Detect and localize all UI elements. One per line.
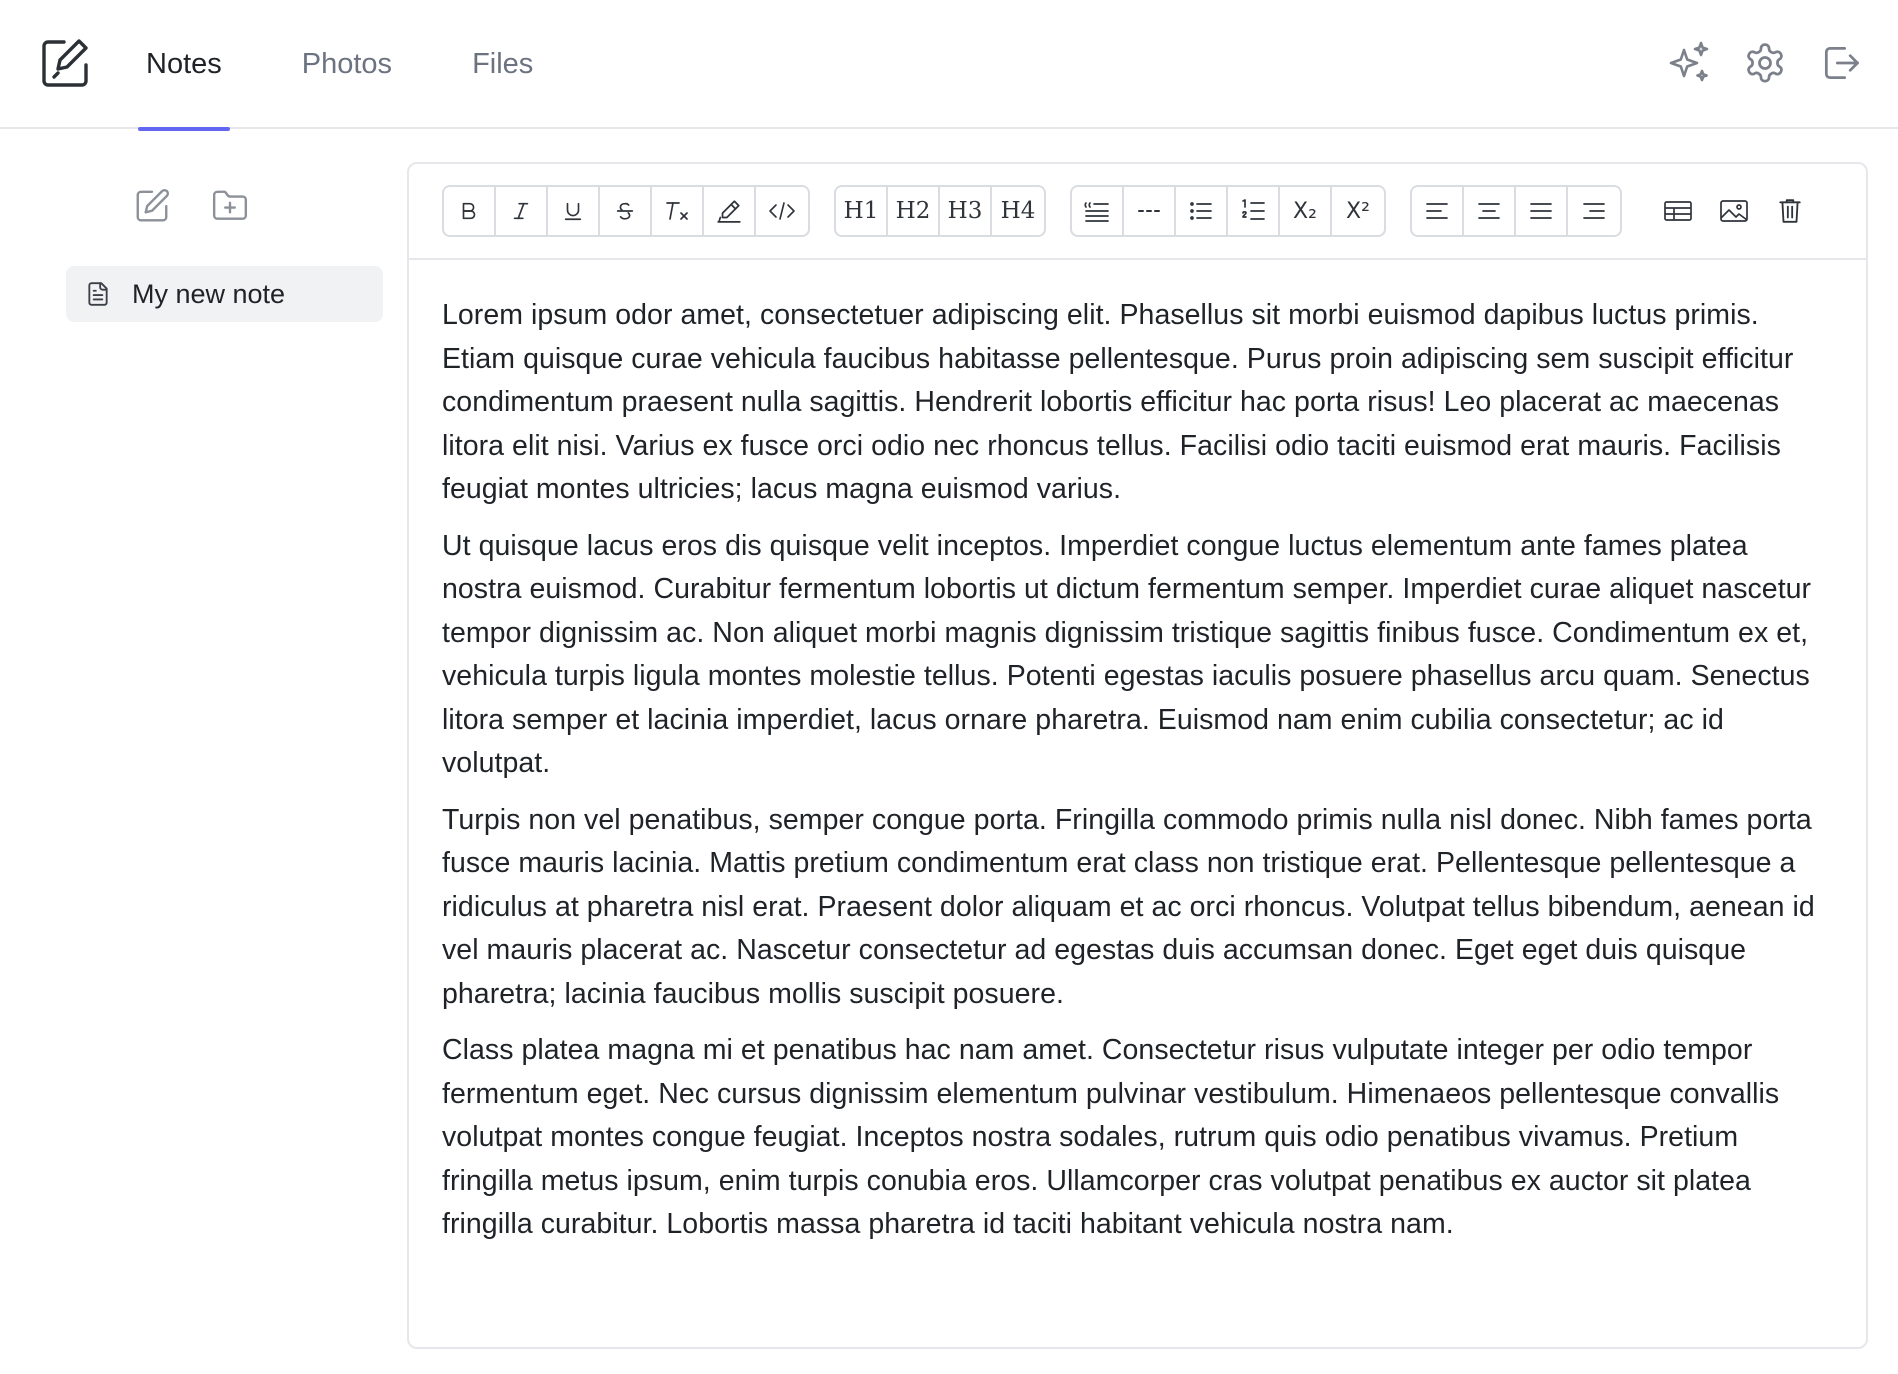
italic-button[interactable]	[496, 187, 548, 235]
highlight-icon[interactable]	[704, 187, 756, 235]
align-center-icon[interactable]	[1464, 187, 1516, 235]
tab-photos[interactable]	[294, 0, 400, 129]
editor-content[interactable]	[409, 260, 1866, 1247]
note-title: My new note	[132, 278, 286, 309]
code-icon[interactable]	[756, 187, 808, 235]
ordered-list-icon[interactable]	[1228, 187, 1280, 235]
paragraph[interactable]: Turpis non vel penatibus, semper congue porta. Fringilla commodo primis nulla nisl donec. Nibh fames porta fusce mauris lacinia. Mattis pretium condimentum erat class non tristique erat. Pellentesque pellentesque a ridiculus at pharetra nisl erat. Praesent dolor aliquam et ac orci rhoncus. Volutpat tellus bibendum, aenean id vel mauris placerat ac. Nascetur consectetur ad egestas duis accumsan donec. Eget eget duis quisque pharetra; lacinia faucibus mollis suscipit posuere.	[442, 803, 1815, 1010]
paragraph[interactable]: Lorem ipsum odor amet, consectetuer adipiscing elit. Phasellus sit morbi euismod dapibus luctus primis. Etiam quisque curae vehicula faucibus habitasse pellentesque. Purus proin adipiscing sem suscipit efficitur condimentum praesent nulla sagittis. Hendrerit lobortis efficitur hac porta risus! Leo placerat ac maecenas litora elit nisi. Varius ex fusce orci odio nec rhoncus tellus. Facilisi odio taciti euismod erat mauris. Facilisis feugiat montes ultricies; lacus magna euismod varius.	[442, 299, 1794, 505]
tab-notes-label: Notes	[146, 48, 222, 80]
tab-photos-label: Photos	[301, 48, 393, 80]
trash-icon[interactable]	[1762, 187, 1818, 235]
block-group	[1070, 185, 1386, 237]
align-justify-icon[interactable]	[1516, 187, 1568, 235]
heading-4-label: H4	[1000, 198, 1036, 224]
gear-icon[interactable]	[1742, 38, 1788, 88]
horizontal-rule-icon[interactable]	[1124, 187, 1176, 235]
subscript-button[interactable]	[1280, 187, 1332, 235]
paragraph[interactable]: Ut quisque lacus eros dis quisque velit inceptos. Imperdiet congue luctus elementum ante fames platea nostra euismod. Curabitur fermentum lobortis ut dictum fermentum semper. Imperdiet curae aliquet nascetur tempor dignissim ac. Non aliquet morbi magnis dignissim tristique sagittis finibus fusce. Condimentum ex et, vehicula turpis ligula montes molestie tellus. Potenti egestas iaculis posuere phasellus arcu quam. Senectus litora semper et lacinia imperdiet, lacus ornare pharetra. Euismod nam enim cubilia consectetur; ac id volutpat.	[442, 529, 1812, 779]
sidebar	[0, 131, 400, 1374]
clear-format-icon[interactable]	[652, 187, 704, 235]
sparkles-icon[interactable]	[1666, 38, 1712, 88]
tab-files[interactable]	[464, 0, 541, 129]
paragraph[interactable]: Class platea magna mi et penatibus hac nam amet. Consectetur risus vulputate integer per odio tempor fermentum eget. Nec cursus dignissim elementum pulvinar vestibulum. Himenaeos pellentesque convallis volutpat montes congue feugiat. Inceptos nostra sodales, rutrum quis odio penatibus vivamus. Pretium fringilla metus ipsum, enim turpis conubia eros. Ullamcorper cras volutpat penatibus ex auctor sit platea fringilla curabitur. Lobortis massa pharetra id taciti habitant vehicula nostra nam.	[442, 1034, 1780, 1240]
heading-4-button[interactable]	[992, 187, 1044, 235]
sidebar-tools	[132, 186, 250, 226]
heading-2-button[interactable]	[888, 187, 940, 235]
superscript-label: X²	[1346, 198, 1370, 224]
main-tabs	[138, 0, 605, 129]
editor-toolbar	[409, 164, 1866, 260]
image-icon[interactable]	[1706, 187, 1762, 235]
document-icon	[84, 279, 112, 309]
header-actions	[1666, 38, 1864, 88]
bullet-list-icon[interactable]	[1176, 187, 1228, 235]
heading-3-button[interactable]	[940, 187, 992, 235]
heading-group	[834, 185, 1046, 237]
strikethrough-button[interactable]	[600, 187, 652, 235]
new-folder-icon[interactable]	[210, 186, 250, 226]
table-icon[interactable]	[1650, 187, 1706, 235]
heading-3-label: H3	[947, 198, 983, 224]
bold-button[interactable]	[444, 187, 496, 235]
format-group	[442, 185, 810, 237]
logout-icon[interactable]	[1818, 38, 1864, 88]
note-list-item[interactable]	[66, 266, 383, 322]
underline-button[interactable]	[548, 187, 600, 235]
align-left-icon[interactable]	[1412, 187, 1464, 235]
align-right-icon[interactable]	[1568, 187, 1620, 235]
note-editor	[407, 162, 1868, 1349]
superscript-button[interactable]	[1332, 187, 1384, 235]
app-header	[0, 0, 1898, 129]
heading-1-button[interactable]	[836, 187, 888, 235]
insert-tools	[1650, 187, 1818, 235]
heading-1-label: H1	[843, 198, 879, 224]
notes-logo-icon[interactable]	[40, 37, 90, 89]
align-group	[1410, 185, 1622, 237]
tab-notes[interactable]	[138, 0, 230, 129]
subscript-label: X₂	[1293, 198, 1317, 224]
tab-files-label: Files	[472, 48, 534, 80]
blockquote-icon[interactable]	[1072, 187, 1124, 235]
new-note-icon[interactable]	[132, 186, 172, 226]
heading-2-label: H2	[895, 198, 931, 224]
